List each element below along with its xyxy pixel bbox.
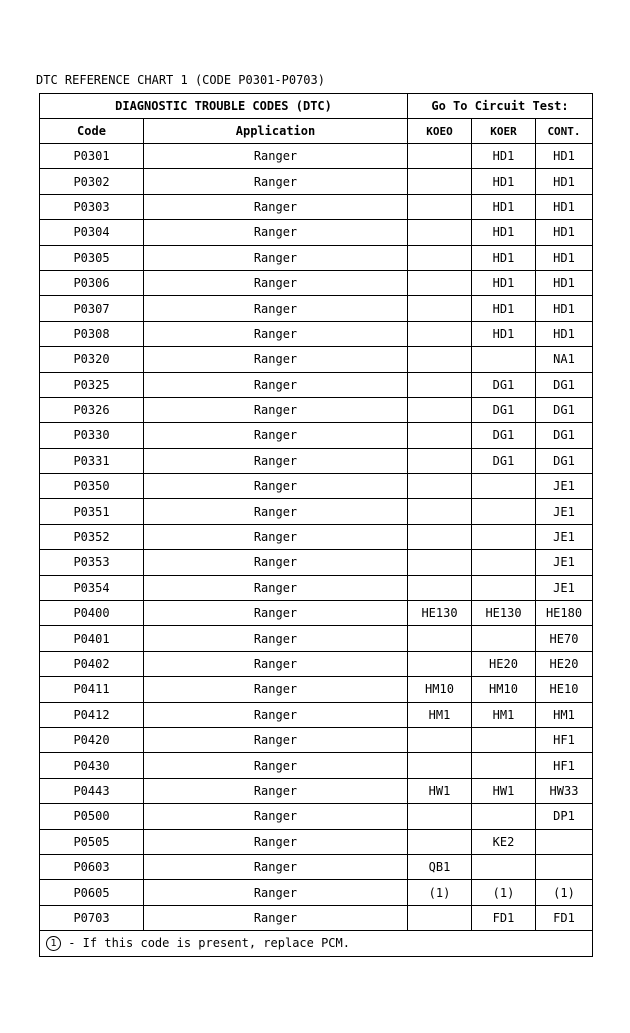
column-header-application: Application [144,119,408,144]
cont-cell: NA1 [536,347,593,372]
cont-cell: DP1 [536,804,593,829]
koeo-cell [408,626,472,651]
koer-cell [472,474,536,499]
cont-cell: DG1 [536,448,593,473]
code-cell: P0703 [40,905,144,930]
application-cell: Ranger [144,880,408,905]
koeo-cell [408,321,472,346]
code-cell: P0353 [40,550,144,575]
table-row [40,905,593,930]
koeo-cell [408,448,472,473]
code-cell: P0303 [40,194,144,219]
application-cell: Ranger [144,626,408,651]
koer-cell: HM10 [472,677,536,702]
koeo-cell [408,829,472,854]
cont-cell: HF1 [536,753,593,778]
cont-cell: JE1 [536,474,593,499]
koer-cell: HD1 [472,321,536,346]
code-cell: P0351 [40,499,144,524]
table-row [40,854,593,879]
group-header-row [40,94,593,119]
table-row [40,423,593,448]
footnote-marker: 1 [46,936,61,951]
koeo-cell [408,651,472,676]
code-cell: P0326 [40,397,144,422]
koer-cell [472,753,536,778]
koer-cell [472,727,536,752]
code-cell: P0443 [40,778,144,803]
code-cell: P0307 [40,296,144,321]
cont-cell: HD1 [536,321,593,346]
koer-cell: (1) [472,880,536,905]
code-cell: P0308 [40,321,144,346]
table-row [40,144,593,169]
koeo-cell [408,144,472,169]
code-cell: P0402 [40,651,144,676]
table-row [40,753,593,778]
application-cell: Ranger [144,448,408,473]
cont-cell: DG1 [536,372,593,397]
code-cell: P0401 [40,626,144,651]
koeo-cell: HE130 [408,601,472,626]
table-row [40,626,593,651]
column-header-koeo: KOEO [408,119,472,144]
application-cell: Ranger [144,702,408,727]
table-row [40,677,593,702]
application-cell: Ranger [144,474,408,499]
koeo-cell [408,270,472,295]
koer-cell: KE2 [472,829,536,854]
koeo-cell [408,499,472,524]
koeo-cell: HM1 [408,702,472,727]
koer-cell: HD1 [472,169,536,194]
application-cell: Ranger [144,575,408,600]
koeo-cell [408,575,472,600]
code-cell: P0420 [40,727,144,752]
cont-cell: HD1 [536,194,593,219]
group-header-circuit-test: Go To Circuit Test: [408,94,593,119]
cont-cell: HD1 [536,270,593,295]
application-cell: Ranger [144,245,408,270]
cont-cell: HF1 [536,727,593,752]
table-row [40,524,593,549]
code-cell: P0320 [40,347,144,372]
table-row [40,296,593,321]
footnote-text: - If this code is present, replace PCM. [61,935,350,950]
koeo-cell [408,753,472,778]
koeo-cell [408,169,472,194]
koeo-cell: HM10 [408,677,472,702]
table-row [40,550,593,575]
cont-cell: (1) [536,880,593,905]
table-row [40,474,593,499]
application-cell: Ranger [144,499,408,524]
code-cell: P0400 [40,601,144,626]
application-cell: Ranger [144,677,408,702]
application-cell: Ranger [144,296,408,321]
cont-cell: HD1 [536,245,593,270]
cont-cell [536,854,593,879]
cont-cell: HD1 [536,220,593,245]
koeo-cell [408,474,472,499]
koeo-cell [408,245,472,270]
koeo-cell [408,220,472,245]
koeo-cell [408,296,472,321]
table-row [40,829,593,854]
application-cell: Ranger [144,220,408,245]
cont-cell: JE1 [536,524,593,549]
koer-cell [472,854,536,879]
footnote [40,931,593,956]
koer-cell: HD1 [472,296,536,321]
application-cell: Ranger [144,321,408,346]
cont-cell: HD1 [536,169,593,194]
koer-cell [472,575,536,600]
code-cell: P0352 [40,524,144,549]
koer-cell: DG1 [472,423,536,448]
code-cell: P0603 [40,854,144,879]
cont-cell: JE1 [536,575,593,600]
table-row [40,727,593,752]
cont-cell: JE1 [536,550,593,575]
table-row [40,651,593,676]
cont-cell: HM1 [536,702,593,727]
koeo-cell: HW1 [408,778,472,803]
application-cell: Ranger [144,423,408,448]
code-cell: P0306 [40,270,144,295]
table-row [40,880,593,905]
table-row [40,397,593,422]
koer-cell: HD1 [472,194,536,219]
code-cell: P0412 [40,702,144,727]
code-cell: P0354 [40,575,144,600]
koeo-cell [408,524,472,549]
application-cell: Ranger [144,829,408,854]
code-cell: P0605 [40,880,144,905]
cont-cell: DG1 [536,423,593,448]
cont-cell: HE20 [536,651,593,676]
koeo-cell [408,804,472,829]
koeo-cell [408,372,472,397]
koer-cell [472,626,536,651]
application-cell: Ranger [144,651,408,676]
application-cell: Ranger [144,753,408,778]
cont-cell: HD1 [536,144,593,169]
code-cell: P0325 [40,372,144,397]
footnote-row [40,931,593,956]
application-cell: Ranger [144,601,408,626]
koer-cell: HD1 [472,144,536,169]
code-cell: P0302 [40,169,144,194]
cont-cell: HW33 [536,778,593,803]
application-cell: Ranger [144,169,408,194]
cont-cell: JE1 [536,499,593,524]
cont-cell: DG1 [536,397,593,422]
koer-cell: HD1 [472,220,536,245]
code-cell: P0350 [40,474,144,499]
code-cell: P0301 [40,144,144,169]
application-cell: Ranger [144,854,408,879]
koer-cell: HW1 [472,778,536,803]
koer-cell: FD1 [472,905,536,930]
koeo-cell [408,194,472,219]
code-cell: P0305 [40,245,144,270]
code-cell: P0304 [40,220,144,245]
table-row [40,220,593,245]
koer-cell: HE20 [472,651,536,676]
code-cell: P0430 [40,753,144,778]
koeo-cell [408,423,472,448]
code-cell: P0331 [40,448,144,473]
column-header-koer: KOER [472,119,536,144]
koer-cell: DG1 [472,448,536,473]
code-cell: P0330 [40,423,144,448]
group-header-dtc: DIAGNOSTIC TROUBLE CODES (DTC) [40,94,408,119]
cont-cell: HE70 [536,626,593,651]
application-cell: Ranger [144,905,408,930]
dtc-table [39,93,593,957]
table-row [40,804,593,829]
koer-cell: DG1 [472,372,536,397]
table-row [40,347,593,372]
code-cell: P0500 [40,804,144,829]
cont-cell: HE180 [536,601,593,626]
cont-cell: HE10 [536,677,593,702]
koer-cell [472,804,536,829]
application-cell: Ranger [144,727,408,752]
chart-title: DTC REFERENCE CHART 1 (CODE P0301-P0703) [36,73,325,87]
koer-cell: DG1 [472,397,536,422]
koer-cell [472,550,536,575]
table-row [40,702,593,727]
column-header-cont: CONT. [536,119,593,144]
koeo-cell [408,727,472,752]
koeo-cell [408,905,472,930]
column-header-row [40,119,593,144]
koeo-cell [408,347,472,372]
table-row [40,245,593,270]
table-row [40,169,593,194]
table-row [40,194,593,219]
koer-cell [472,524,536,549]
koer-cell: HD1 [472,270,536,295]
koer-cell: HM1 [472,702,536,727]
table-row [40,601,593,626]
application-cell: Ranger [144,550,408,575]
koer-cell [472,499,536,524]
koer-cell [472,347,536,372]
application-cell: Ranger [144,144,408,169]
koer-cell: HE130 [472,601,536,626]
application-cell: Ranger [144,804,408,829]
cont-cell [536,829,593,854]
application-cell: Ranger [144,524,408,549]
application-cell: Ranger [144,397,408,422]
table-row [40,270,593,295]
application-cell: Ranger [144,372,408,397]
application-cell: Ranger [144,194,408,219]
koeo-cell [408,550,472,575]
cont-cell: HD1 [536,296,593,321]
application-cell: Ranger [144,778,408,803]
koeo-cell: QB1 [408,854,472,879]
application-cell: Ranger [144,347,408,372]
application-cell: Ranger [144,270,408,295]
code-cell: P0411 [40,677,144,702]
table-row [40,778,593,803]
table-row [40,499,593,524]
dtc-table-body [40,144,593,931]
table-row [40,575,593,600]
table-row [40,448,593,473]
table-row [40,372,593,397]
koer-cell: HD1 [472,245,536,270]
koeo-cell [408,397,472,422]
koeo-cell: (1) [408,880,472,905]
cont-cell: FD1 [536,905,593,930]
column-header-code: Code [40,119,144,144]
code-cell: P0505 [40,829,144,854]
table-row [40,321,593,346]
